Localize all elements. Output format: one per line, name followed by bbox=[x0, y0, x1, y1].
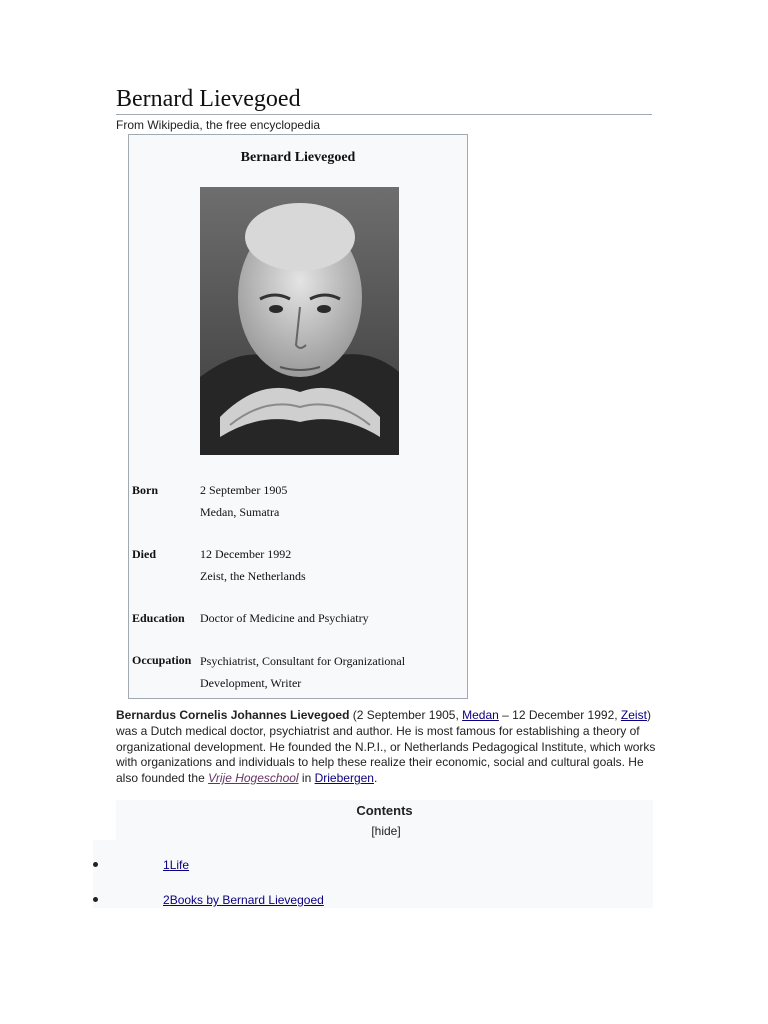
bullet-icon bbox=[93, 897, 98, 902]
link-medan[interactable]: Medan bbox=[462, 708, 499, 722]
lead-text: (2 September 1905, bbox=[349, 708, 463, 722]
lead-text: – 12 December 1992, bbox=[498, 708, 621, 722]
died-place: Zeist, the Netherlands bbox=[200, 569, 306, 583]
lead-text: ) was a Dutch medical doctor, psychiatrist and author. He is most famous for establishing a theory of organizational development. He founded the N.P.I., or Netherlands Pedagogical Institute, which works with organizations and individuals to help these realize their economic, social and cultural goals. He also founded the bbox=[116, 708, 656, 786]
table-of-contents bbox=[116, 800, 653, 908]
died-date: 12 December 1992 bbox=[200, 547, 292, 561]
subject-name: Bernardus Cornelis Johannes Lievegoed bbox=[116, 708, 350, 722]
toc-hide-toggle[interactable]: [hide] bbox=[371, 824, 401, 838]
infobox bbox=[128, 134, 468, 699]
education-label: Education bbox=[132, 611, 185, 625]
link-zeist[interactable]: Zeist bbox=[620, 708, 647, 722]
toc-item-number: 1 bbox=[163, 858, 170, 872]
toc-title: Contents bbox=[356, 803, 413, 818]
lead-text: in bbox=[298, 771, 315, 786]
born-date: 2 September 1905 bbox=[200, 483, 288, 497]
occupation-line-2: Development, Writer bbox=[200, 676, 302, 690]
toc-item-label: Books by Bernard Lievegoed bbox=[169, 893, 324, 907]
born-place: Medan, Sumatra bbox=[200, 505, 280, 519]
portrait-image[interactable] bbox=[200, 187, 399, 455]
toc-item-number: 2 bbox=[163, 893, 170, 907]
toc-item-label: Life bbox=[169, 858, 190, 872]
portrait-photo bbox=[200, 187, 399, 455]
born-label: Born bbox=[132, 483, 159, 497]
infobox-title: Bernard Lievegoed bbox=[240, 150, 356, 165]
died-label: Died bbox=[132, 547, 156, 561]
lead-text: . bbox=[373, 771, 378, 786]
lead-paragraph bbox=[116, 708, 656, 787]
page-title: Bernard Lievegoed bbox=[116, 84, 652, 115]
education-value: Doctor of Medicine and Psychiatry bbox=[200, 611, 369, 625]
toc-item-life[interactable] bbox=[163, 858, 189, 872]
bullet-icon bbox=[93, 862, 98, 867]
occupation-line-1: Psychiatrist, Consultant for Organizational bbox=[200, 654, 406, 668]
toc-item-books[interactable] bbox=[163, 893, 324, 907]
link-vrije-hogeschool[interactable]: Vrije Hogeschool bbox=[208, 771, 299, 786]
link-driebergen[interactable]: Driebergen bbox=[314, 771, 374, 786]
page-tagline: From Wikipedia, the free encyclopedia bbox=[116, 118, 321, 132]
occupation-label: Occupation bbox=[132, 653, 192, 667]
